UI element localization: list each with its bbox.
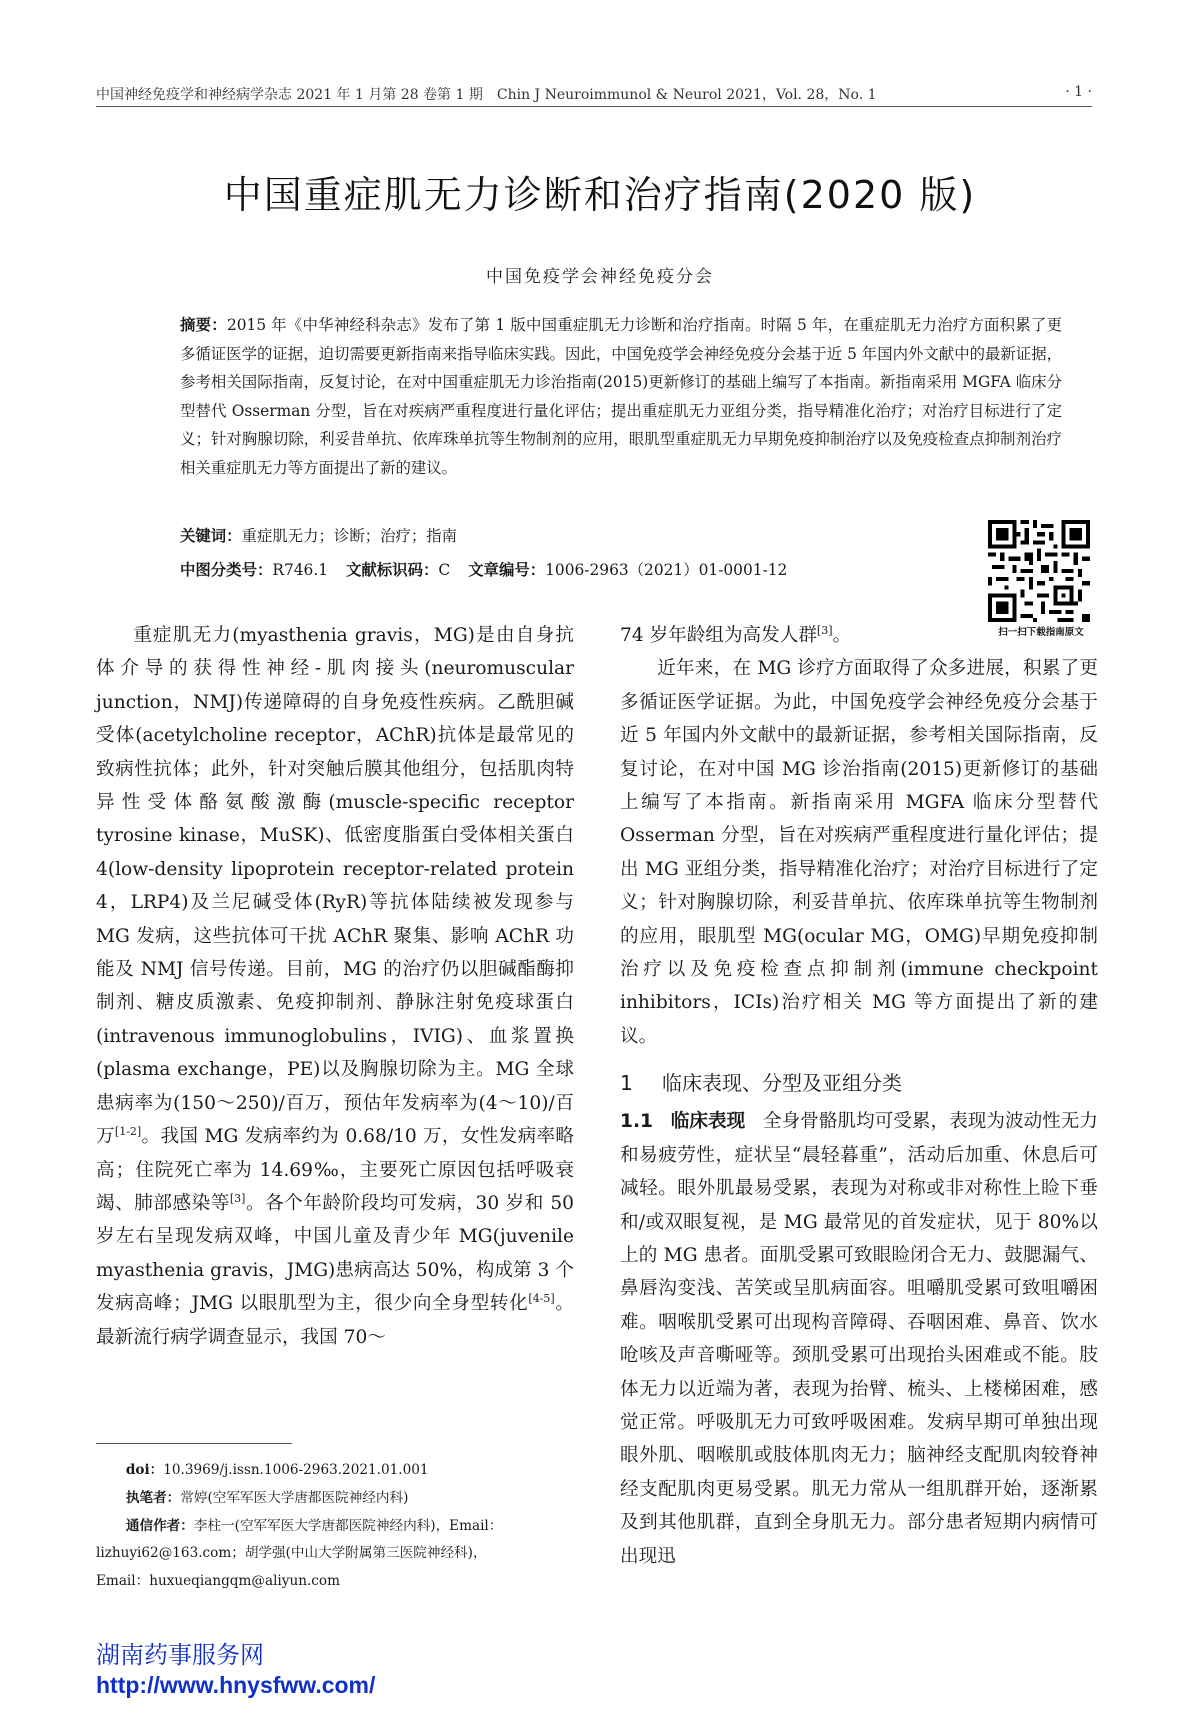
doc-code-value: C: [438, 561, 451, 579]
abstract-text: 2015 年《中华神经科杂志》发布了第 1 版中国重症肌无力诊断和治疗指南。时隔 5 年，在重症肌无力治疗方面积累了更多循证医学的证据，迫切需要更新指南来指导临床实践。因此，中国免疫学会神经免疫分会基于近 5 年国内外文献中的最新证据，参考相关国际指南，反复讨论，在对中国重症肌无力诊治指南(2015)更新修订的基础上编写了本指南。新指南采用 MGFA 临床分型替代 Osserman 分型，旨在对疾病严重程度进行量化评估；提出重症肌无力亚组分类，指导精准化治疗；对治疗目标进行了定义；针对胸腺切除，利妥昔单抗、依库珠单抗等生物制剂的应用，眼肌型重症肌无力早期免疫抑制治疗以及免疫检查点抑制剂治疗相关重症肌无力等方面提出了新的建议。: [180, 316, 1062, 477]
corresponding-author-line: 通信作者：李柱一(空军军医大学唐都医院神经内科)，Email：: [125, 1517, 503, 1534]
clc-label: 中图分类号：: [180, 561, 273, 579]
doc-code-label: 文献标识码：: [346, 561, 439, 579]
article-number-label: 文章编号：: [468, 561, 546, 579]
corresponding-author-line-3: Email：huxueqiangqm@aliyun.com: [96, 1573, 340, 1590]
corresponding-author-line-2: lizhuyi62@163.com；胡学强(中山大学附属第三医院神经科)，: [96, 1545, 487, 1562]
keywords-text: 重症肌无力；诊断；治疗；指南: [241, 527, 458, 545]
running-header: [96, 84, 1092, 107]
qr-code-image[interactable]: [988, 520, 1090, 622]
article-author: 中国免疫学会神经免疫分会: [486, 267, 714, 287]
body-column-left: [96, 619, 574, 1354]
qr-caption: 扫一扫下载指南原文: [998, 627, 1084, 638]
clc-value: R746.1: [272, 561, 329, 579]
site-watermark: [96, 1640, 596, 1700]
classification-line: [180, 558, 960, 580]
footnote: [96, 1457, 584, 1596]
intro-paragraph: 重症肌无力(myasthenia gravis，MG)是由自身抗体介导的获得性神经-肌肉接头(neuromuscular junction，NMJ)传递障碍的自身免疫性疾病。乙酰胆碱受体(acetylcholine receptor，AChR)抗体是最常见的致病性抗体；此外，针对突触后膜其他组分，包括肌肉特异性受体酪氨酸激酶(muscle-specific receptor tyrosine kinase，MuSK)、低密度脂蛋白受体相关蛋白 4(low-density lipoprotein receptor-related protein 4，LRP4)及兰尼碱受体(RyR)等抗体陆续被发现参与 MG 发病，这些抗体可干扰 AChR 聚集、影响 AChR 功能及 NMJ 信号传递。目前，MG 的治疗仍以胆碱酯酶抑制剂、糖皮质激素、免疫抑制剂、静脉注射免疫球蛋白(intravenous immunoglobulins，IVIG)、血浆置换(plasma exchange，PE)以及胸腺切除为主。MG 全球患病率为(150～250)/百万，预估年发病率为(4～10)/百万[1-2]。我国 MG 发病率约为 0.68/10 万，女性发病率略高；住院死亡率为 14.69‰，主要死亡原因包括呼吸衰竭、肺部感染等[3]。各个年龄阶段均可发病，30 岁和 50 岁左右呈现发病双峰，中国儿童及青少年 MG(juvenile myasthenia gravis，JMG)患病高达 50%，构成第 3 个发病高峰；JMG 以眼肌型为主，很少向全身型转化[4-5]。最新流行病学调查显示，我国 70～: [96, 625, 574, 1348]
article-title: 中国重症肌无力诊断和治疗指南(2020 版): [223, 173, 977, 217]
keywords-label: 关键词：: [180, 527, 242, 545]
abstract: [180, 311, 1062, 483]
section-title: 临床表现、分型及亚组分类: [662, 1071, 902, 1096]
section-heading: [620, 1067, 1098, 1099]
citation-ref: [3]: [229, 1191, 246, 1205]
subsection-title: 临床表现: [670, 1111, 746, 1133]
citation-ref: [1-2]: [114, 1124, 142, 1138]
watermark-site-name: 湖南药事服务网: [96, 1641, 264, 1669]
subsection-number: 1.1: [620, 1111, 653, 1133]
keywords: [180, 524, 940, 546]
article-number-value: 1006-2963（2021）01-0001-12: [545, 561, 788, 579]
page-number: · 1 ·: [1065, 84, 1092, 100]
watermark-url-link[interactable]: http://www.hnysfww.com/: [96, 1672, 376, 1698]
citation-ref: [3]: [816, 623, 833, 637]
body-column-right: [620, 619, 1098, 1573]
abstract-label: 摘要：: [180, 316, 227, 334]
citation-ref: [4-5]: [528, 1291, 555, 1305]
writer-line: 执笔者：常婷(空军军医大学唐都医院神经内科): [125, 1489, 409, 1506]
doi-line: doi：10.3969/j.issn.1006-2963.2021.01.001: [125, 1462, 429, 1478]
section-number: 1: [620, 1071, 633, 1096]
footnote-rule: [96, 1443, 292, 1444]
clinical-manifestation-paragraph: 1.1 临床表现 全身骨骼肌均可受累，表现为波动性无力和易疲劳性，症状呈“晨轻暮重”，活动后加重、休息后可减轻。眼外肌最易受累，表现为对称或非对称性上睑下垂和/或双眼复视，是 MG 最常见的首发症状，见于 80%以上的 MG 患者。面肌受累可致眼睑闭合无力、鼓腮漏气、鼻唇沟变浅、苦笑或呈肌病面容。咀嚼肌受累可致咀嚼困难。咽喉肌受累可出现构音障碍、吞咽困难、鼻音、饮水呛咳及声音嘶哑等。颈肌受累可出现抬头困难或不能。肢体无力以近端为著，表现为抬臂、梳头、上楼梯困难，感觉正常。呼吸肌无力可致呼吸困难。发病早期可单独出现眼外肌、咽喉肌或肢体肌肉无力；脑神经支配肌肉较脊神经支配肌肉更易受累。肌无力常从一组肌群开始，逐渐累及到其他肌群，直到全身肌无力。部分患者短期内病情可出现迅: [620, 1111, 1098, 1567]
intro-paragraph-continued: 74 岁年龄组为高发人群[3]。: [620, 623, 852, 646]
doi-link[interactable]: 10.3969/j.issn.1006-2963.2021.01.001: [163, 1462, 429, 1478]
progress-paragraph: 近年来，在 MG 诊疗方面取得了众多进展，积累了更多循证医学证据。为此，中国免疫学会神经免疫分会基于近 5 年国内外文献中的最新证据，参考相关国际指南，反复讨论，在对中国 MG 诊治指南(2015)更新修订的基础上编写了本指南。新指南采用 MGFA 临床分型替代 Osserman 分型，旨在对疾病严重程度进行量化评估；提出 MG 亚组分类，指导精准化治疗；对治疗目标进行了定义；针对胸腺切除，利妥昔单抗、依库珠单抗等生物制剂的应用，眼肌型 MG(ocular MG，OMG)早期免疫抑制治疗以及免疫检查点抑制剂(immune checkpoint inhibitors，ICIs)治疗相关 MG 等方面提出了新的建议。: [620, 658, 1098, 1047]
journal-citation: 中国神经免疫学和神经病学杂志 2021 年 1 月第 28 卷第 1 期 Chin J Neuroimmunol & Neurol 2021，Vol. 28，No. 1: [96, 87, 877, 103]
